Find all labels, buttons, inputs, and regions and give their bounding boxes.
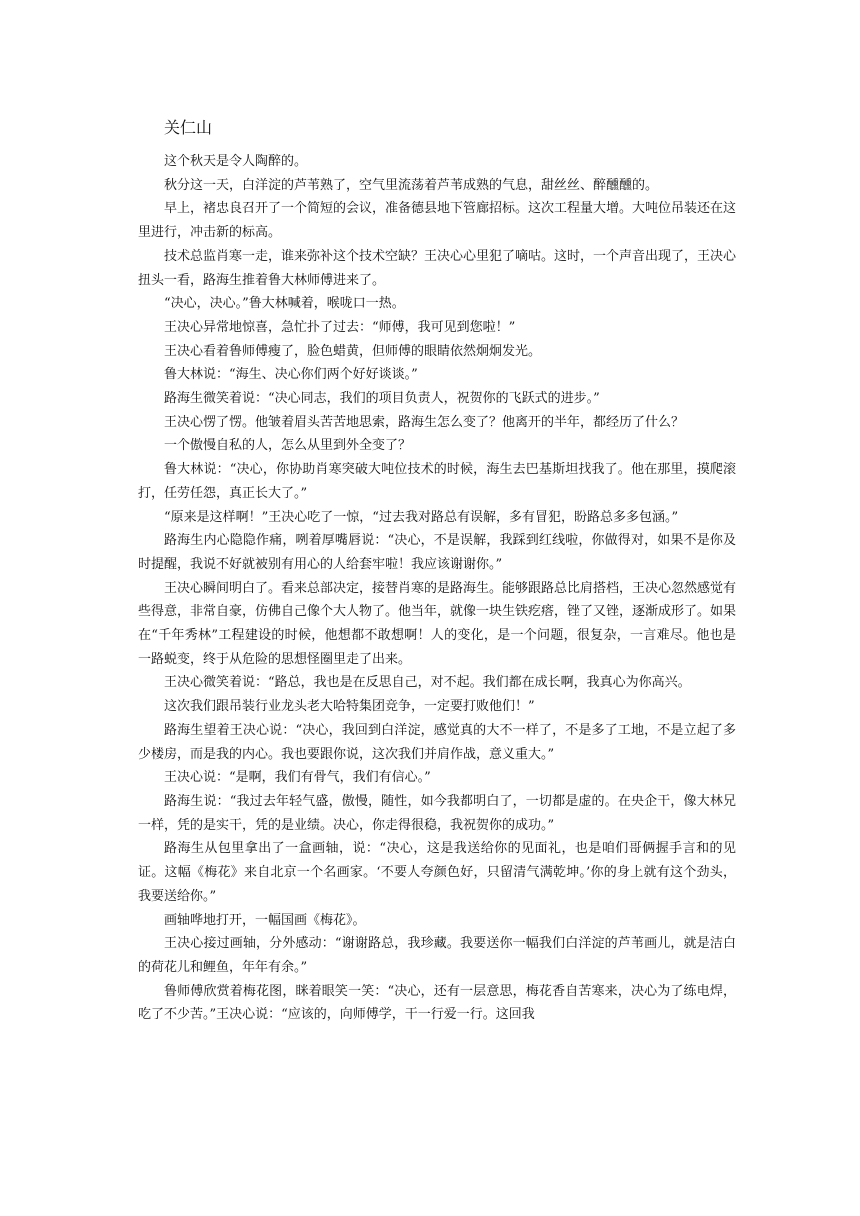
paragraph: 王决心异常地惊喜，急忙扑了过去：“师傅，我可见到您啦！” bbox=[164, 319, 516, 335]
paragraph: 王决心愣了愣。他皱着眉头苦苦地思索，路海生怎么变了？他离开的半年，都经历了什么？ bbox=[164, 414, 685, 430]
paragraph: 王决心微笑着说：“路总，我也是在反思自己，对不起。我们都在成长啊，我真心为你高兴。 bbox=[164, 675, 691, 691]
paragraph: 秋分这一天，白洋淀的芦苇熟了，空气里流荡着芦苇成熟的气息，甜丝丝、醉醺醺的。 bbox=[164, 177, 659, 193]
paragraph: “决心，决心。”鲁大林喊着，喉咙口一热。 bbox=[164, 296, 405, 312]
paragraph: 路海生从包里拿出了一盒画轴，说：“决心，这是我送给你的见面礼，也是咱们哥俩握手言和的见证。这幅《梅花》来自北京一个名画家。‘不要人夸颜色好，只留清气满乾坤。’你的身上就有这个劲头，我要送给你。” bbox=[138, 841, 736, 904]
paragraph: 早上，褚忠良召开了一个简短的会议，准备德县地下管廊招标。这次工程量大增。大吨位吊装还在这里进行，冲击新的标高。 bbox=[138, 201, 737, 241]
paragraph: 路海生望着王决心说：“决心，我回到白洋淀，感觉真的大不一样了，不是多了工地，不是立起了多少楼房，而是我的内心。我也要跟你说，这次我们并肩作战，意义重大。” bbox=[138, 722, 736, 762]
paragraph: 鲁大林说：“决心，你协助肖寒突破大吨位技术的时候，海生去巴基斯坦找我了。他在那里，摸爬滚打，任劳任怨，真正长大了。” bbox=[138, 462, 736, 501]
paragraph: 路海生内心隐隐作痛，咧着厚嘴唇说：“决心，不是误解，我踩到红线啦，你做得对，如果不是你及时提醒，我说不好就被别有用心的人给套牢啦！我应该谢谢你。” bbox=[138, 533, 736, 572]
paragraph: 路海生说：“我过去年轻气盛，傲慢，随性，如今我都明白了，一切都是虚的。在央企干，像大林兄一样，凭的是实干，凭的是业绩。决心，你走得很稳，我祝贺你的成功。” bbox=[138, 793, 736, 833]
author-name: 关仁山 bbox=[164, 118, 213, 137]
paragraph: 鲁师傅欣赏着梅花图，眯着眼笑一笑：“决心，还有一层意思，梅花香自苦寒来，决心为了练电焊，吃了不少苦。”王决心说：“应该的，向师傅学，干一行爱一行。这回我 bbox=[138, 983, 736, 1023]
paragraph: 这个秋天是令人陶醉的。 bbox=[164, 154, 308, 169]
paragraph: 画轴哗地打开，一幅国画《梅花》。 bbox=[164, 912, 366, 928]
article-body bbox=[138, 150, 736, 1027]
paragraph: 路海生微笑着说：“决心同志，我们的项目负责人，祝贺你的飞跃式的进步。” bbox=[164, 391, 600, 407]
paragraph: 王决心看着鲁师傅瘦了，脸色蜡黄，但师傅的眼睛依然炯炯发光。 bbox=[164, 343, 542, 359]
paragraph: 这次我们跟吊装行业龙头老大哈特集团竞争，一定要打败他们！” bbox=[164, 699, 535, 715]
paragraph: 技术总监肖寒一走，谁来弥补这个技术空缺？王决心心里犯了嘀咕。这时，一个声音出现了，王决心扭头一看，路海生推着鲁大林师傅进来了。 bbox=[138, 248, 737, 288]
paragraph: “原来是这样啊！”王决心吃了一惊，“过去我对路总有误解，多有冒犯，盼路总多多包涵。” bbox=[164, 509, 679, 525]
paragraph: 一个傲慢自私的人，怎么从里到外全变了？ bbox=[164, 438, 412, 454]
paragraph: 王决心接过画轴，分外感动：“谢谢路总，我珍藏。我要送你一幅我们白洋淀的芦苇画儿，就是洁白的荷花儿和鲤鱼，年年有余。” bbox=[138, 936, 736, 975]
paragraph: 鲁大林说：“海生、决心你们两个好好谈谈。” bbox=[164, 367, 418, 383]
paragraph: 王决心说：“是啊，我们有骨气，我们有信心。” bbox=[164, 770, 431, 786]
paragraph: 王决心瞬间明白了。看来总部决定，接替肖寒的是路海生。能够跟路总比肩搭档，王决心忽然感觉有些得意，非常自豪，仿佛自己像个大人物了。他当年，就像一块生铁疙瘩，锉了又锉，逐渐成形了。如果在“千年秀林”工程建设的时候，他想都不敢想啊！人的变化，是一个问题，很复杂，一言难尽。他也是一路蜕变，终于从危险的思想怪圈里走了出来。 bbox=[138, 580, 737, 667]
